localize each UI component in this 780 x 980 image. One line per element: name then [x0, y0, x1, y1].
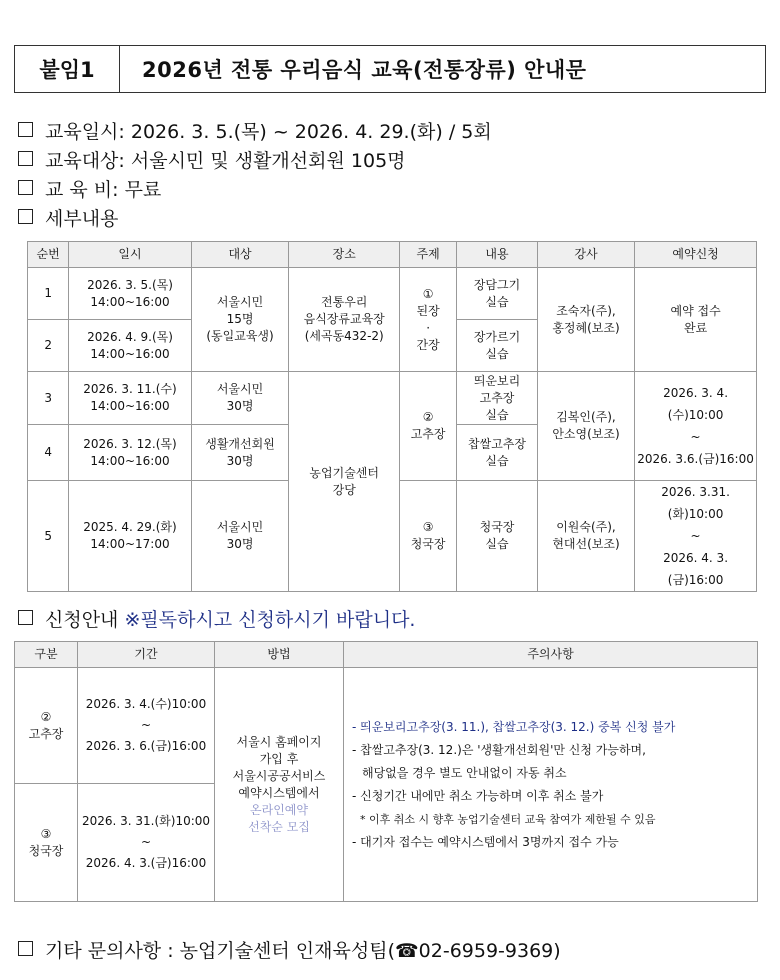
table-row: 5 2025. 4. 29.(화) 14:00~17:00 서울시민 30명 ③ 청국장 청국장 실습 이원숙(주), 현대선(보조) 2026. 3.31.(화)10:00 ~ 2026. 4. 3.(금)16:00	[28, 481, 757, 592]
checkbox-icon	[18, 122, 33, 137]
info-date: 교육일시: 2026. 3. 5.(목) ~ 2026. 4. 29.(화) / 5회	[18, 118, 492, 147]
schedule-table	[27, 241, 757, 592]
table-row: 2 2026. 4. 9.(목) 14:00~16:00 장가르기 실습	[28, 320, 757, 372]
checkbox-icon	[18, 151, 33, 166]
place-cell: 농업기술센터 강당	[289, 372, 400, 592]
notes-cell: - 띄운보리고추장(3. 11.), 찹쌀고추장(3. 12.) 중복 신청 불가 - 찹쌀고추장(3. 12.)은 '생활개선회원'만 신청 가능하며, 해당없을 경우 별도 안내없이 자동 취소 - 신청기간 내에만 취소 가능하며 이후 취소 불가 * 이후 취소 시 향후 농업기술센터 교육 참여가 제한될 수 있음 - 대기자 접수는 예약시스템에서 3명까지 접수 가능	[344, 668, 758, 902]
info-target: 교육대상: 서울시민 및 생활개선회원 105명	[18, 147, 406, 176]
instructor-cell: 이원숙(주), 현대선(보조)	[537, 481, 634, 592]
contact-footer: 기타 문의사항 : 농업기술센터 인재육성팀(☎02-6959-9369)	[18, 936, 561, 963]
table-header-row: 순번 일시 대상 장소 주제 내용 강사 예약신청	[28, 242, 757, 268]
instructor-cell: 김복인(주), 안소영(보조)	[537, 372, 634, 481]
table-row: 3 2026. 3. 11.(수) 14:00~16:00 서울시민 30명 농업기술센터 강당 ② 고추장 띄운보리 고추장 실습 김복인(주), 안소영(보조) 2026. 3. 4.(수)10:00 ~ 2026. 3.6.(금)16:00	[28, 372, 757, 425]
reserve-cell: 2026. 3. 4.(수)10:00 ~ 2026. 3.6.(금)16:00	[635, 372, 757, 481]
topic-cell: ① 된장 · 간장	[400, 268, 457, 372]
reserve-cell: 예약 접수 완료	[635, 268, 757, 372]
apply-table	[14, 641, 758, 902]
method-cell: 서울시 홈페이지 가입 후 서울시공공서비스 예약시스템에서 온라인예약 선착순 모집	[215, 668, 344, 902]
instructor-cell: 조숙자(주), 홍정혜(보조)	[537, 268, 634, 372]
info-fee: 교 육 비: 무료	[18, 176, 161, 205]
table-row: 4 2026. 3. 12.(목) 14:00~16:00 생활개선회원 30명 찹쌀고추장 실습	[28, 425, 757, 481]
place-cell: 전통우리 음식장류교육장 (세곡동432-2)	[289, 268, 400, 372]
target-cell: 서울시민 15명 (동일교육생)	[191, 268, 289, 372]
title-box	[14, 45, 766, 93]
notice-text: ※필독하시고 신청하시기 바랍니다.	[124, 609, 416, 631]
topic-cell: ③ 청국장	[400, 481, 457, 592]
checkbox-icon	[18, 941, 33, 956]
checkbox-icon	[18, 209, 33, 224]
page-title: 2026년 전통 우리음식 교육(전통장류) 안내문	[142, 58, 587, 82]
table-row: 1 2026. 3. 5.(목) 14:00~16:00 서울시민 15명 (동일교육생) 전통우리 음식장류교육장 (세곡동432-2) ① 된장 · 간장 장담그기 실습 조숙자(주), 홍정혜(보조) 예약 접수 완료	[28, 268, 757, 320]
checkbox-icon	[18, 180, 33, 195]
apply-guide: 신청안내 ※필독하시고 신청하시기 바랍니다.	[18, 605, 415, 632]
attachment-tag: 붙임1	[15, 46, 120, 92]
table-row: ② 고추장 2026. 3. 4.(수)10:00 ~ 2026. 3. 6.(금)16:00 서울시 홈페이지 가입 후 서울시공공서비스 예약시스템에서 온라인예약 선착순 모집 - 띄운보리고추장(3. 11.), 찹쌀고추장(3. 12.) 중복 신청 불가 - 찹쌀고추장(3. 12.)은 '생활개선회원'만 신청 가능하며, 해당없을 경우 별도 안내없이 자동 취소 - 신청기간 내에만 취소 가능하며 이후 취소 불가 * 이후 취소 시 향후 농업기술센터 교육 참여가 제한될 수 있음 - 대기자 접수는 예약시스템에서 3명까지 접수 가능	[15, 668, 758, 784]
reserve-cell: 2026. 3.31.(화)10:00 ~ 2026. 4. 3.(금)16:00	[635, 481, 757, 592]
table-row: ③ 청국장 2026. 3. 31.(화)10:00 ~ 2026. 4. 3.(금)16:00	[15, 784, 758, 902]
table-header-row: 구분 기간 방법 주의사항	[15, 642, 758, 668]
checkbox-icon	[18, 610, 33, 625]
phone-icon: ☎	[395, 940, 419, 962]
info-detail: 세부내용	[18, 205, 118, 234]
topic-cell: ② 고추장	[400, 372, 457, 481]
